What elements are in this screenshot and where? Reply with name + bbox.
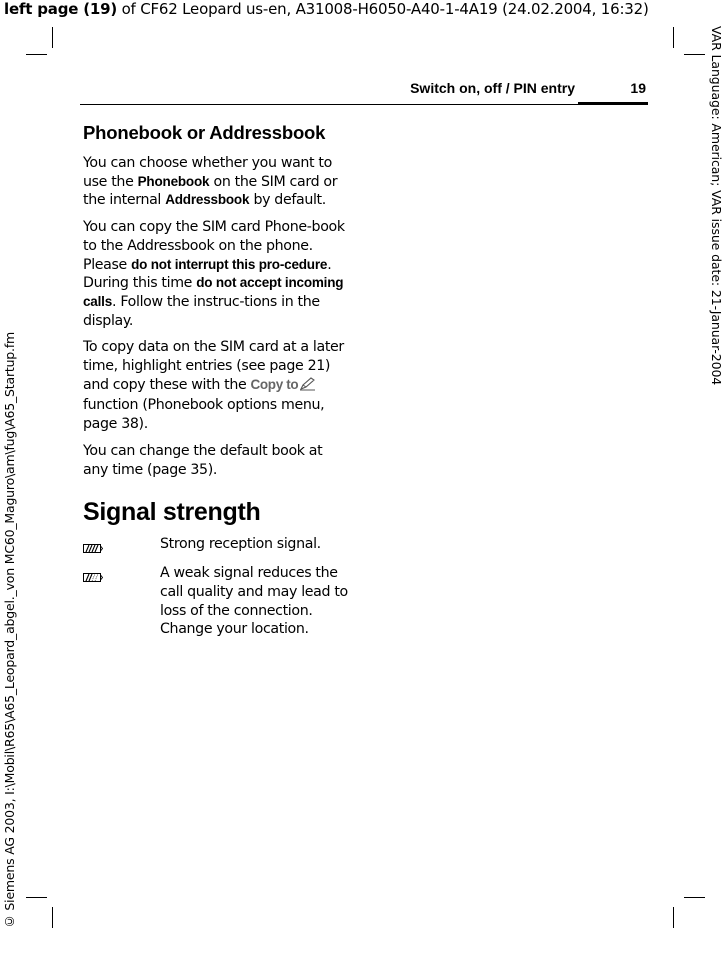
keyword-addressbook: Addressbook — [165, 192, 250, 208]
running-title: Switch on, off / PIN entry — [410, 80, 575, 96]
crop-mark — [684, 54, 705, 55]
phonebook-paragraph-3 — [83, 338, 351, 434]
page-number: 19 — [630, 80, 646, 96]
signal-row-strong — [83, 535, 351, 558]
print-slug-page: left page (19) — [4, 0, 118, 18]
phonebook-heading: Phonebook or Addressbook — [83, 122, 326, 143]
signal-row-weak — [83, 564, 351, 639]
phonebook-paragraph-2 — [83, 218, 351, 330]
crop-mark — [673, 907, 674, 928]
signal-strong-description — [160, 535, 351, 558]
crop-mark — [26, 54, 47, 55]
crop-mark — [26, 897, 47, 898]
weak-signal-icon — [83, 564, 160, 639]
keyword-do-not-interrupt: do not interrupt this pro-cedure — [131, 256, 328, 272]
text-run: by default. — [249, 192, 326, 209]
phonebook-paragraph-4: You can change the default book at any time (page 35). — [83, 442, 323, 478]
crop-mark — [52, 27, 53, 48]
crop-mark — [52, 907, 53, 928]
text-run: You can choose whether you want to use the — [83, 155, 332, 190]
print-slug-details: of CF62 Leopard us-en, A31008-H6050-A40-1-4A19 (24.02.2004, 16:32) — [117, 0, 649, 18]
signal-weak-description — [160, 564, 351, 639]
header-rule — [80, 104, 648, 105]
text-run: You can copy the SIM card Phone-book to the Addressbook on the phone. Please — [83, 219, 345, 273]
signal-weak-text: A weak signal reduces the call quality and may lead to loss of the connection. Change your location. — [160, 565, 348, 638]
text-run: To copy data on the SIM card at a later time, highlight entries (see page 21) and copy these with the — [83, 339, 344, 393]
header-tab-bar — [578, 102, 648, 105]
strong-signal-icon — [83, 535, 160, 558]
signal-strong-text: Strong reception signal. — [160, 536, 321, 553]
margin-copyright-path: © Siemens AG 2003, I:\Mobil\R65\A65_Leopard_abgel._von MC60_Maguro\am\fug\A65_Startup.fm — [2, 332, 17, 930]
margin-language-info: VAR Language: American; VAR issue date: 21-Januar-2004 — [709, 26, 724, 386]
text-run: . During this time — [83, 256, 332, 292]
text-run: . Follow the instruc-tions in the display. — [83, 293, 320, 329]
crop-mark — [673, 27, 674, 48]
copy-pencil-icon — [300, 377, 316, 397]
keyword-do-not-accept-calls: do not accept incoming calls — [83, 275, 344, 309]
main-column — [83, 121, 351, 645]
softkey-copy-to: Copy to — [250, 376, 299, 392]
text-run: function (Phonebook options menu, page 38). — [83, 397, 325, 433]
keyword-phonebook: Phonebook — [137, 173, 210, 189]
crop-mark — [684, 897, 705, 898]
print-slug — [4, 0, 649, 18]
text-run: on the SIM card or the internal — [83, 173, 338, 209]
phonebook-paragraph-1 — [83, 154, 351, 210]
signal-strength-heading: Signal strength — [83, 498, 261, 527]
